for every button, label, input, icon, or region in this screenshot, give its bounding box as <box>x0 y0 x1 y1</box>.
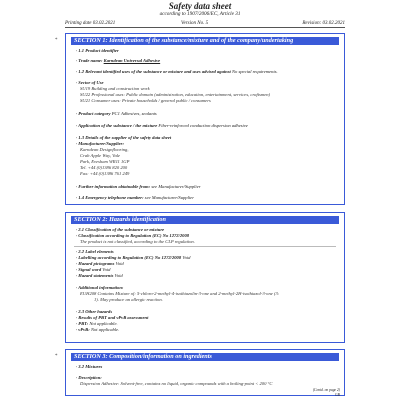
header-meta-row <box>65 20 345 27</box>
s3-description: · Description: <box>76 375 102 380</box>
section-3-heading: SECTION 3: Composition/information on ingredients <box>71 353 339 361</box>
section-1-heading: SECTION 1: Identification of the substance/mixture and of the company/undertaking <box>71 37 339 45</box>
s2-additional-information: · Additional information: <box>76 285 124 290</box>
s3-mixtures: · 3.2 Mixtures <box>76 364 103 369</box>
s1-address-line-2: Park, Evesham WR11 1GP <box>80 159 130 164</box>
section-marker: * <box>55 354 58 359</box>
s1-company-name: Karndean Designflooring, <box>80 147 129 152</box>
country-code: GB <box>335 393 340 397</box>
document-title: Safety data sheet <box>168 1 232 11</box>
s2-euh208: EUH208 Contains Mixture of: 5-chloro-2-methyl-4-isothiazolin-3-one and 2-methyl-2H-isothiazol-3-one (3: <box>80 291 280 296</box>
s1-su22: SU22 Professional uses: Public domain (administration, education, entertainment, services, craftsmen) <box>80 92 271 97</box>
revision-date: Revision: 03.02.2021 <box>302 21 345 26</box>
s1-telephone: Tel. +44 (0)1386 820 200 <box>80 165 128 170</box>
continued-note: (Contd. on page 2) <box>312 388 340 392</box>
s2-hazard-statements: · Hazard statements Void <box>76 273 123 278</box>
s2-hazard-pictograms: · Hazard pictograms Void <box>76 261 124 266</box>
s2-classification-regulation: · Classification according to Regulation (EC) No 1272/2008 <box>76 233 190 238</box>
s1-further-information: · Further information obtainable from: see Manufacturer/Supplier <box>76 184 201 189</box>
s2-other-hazards: · 2.3 Other hazards <box>76 309 113 314</box>
s1-address-line-1: Crab Apple Way, Vale <box>80 153 121 158</box>
s1-application: · Application of the substance / the mixture Fiber-reinforced conduction dispersion adhesive <box>76 123 248 128</box>
printing-date: Printing date 03.02.2021 <box>65 21 116 26</box>
s2-pbt: · PBT: Not applicable. <box>76 321 118 326</box>
s2-label-elements: · 2.2 Label elements <box>76 249 114 254</box>
s1-emergency-telephone: · 1.4 Emergency telephone number: see Manufacturer/Supplier <box>76 195 194 200</box>
s1-su21: SU21 Consumer uses: Private households / general public / consumers <box>80 98 211 103</box>
s1-manufacturer-label: · Manufacturer/Supplier: <box>76 141 124 146</box>
s1-identified-uses: · 1.2 Relevant identified uses of the substance or mixture and uses advised against No special requirements. <box>76 69 278 74</box>
s1-product-category: · Product category PC1 Adhesives, sealants <box>76 111 157 116</box>
s1-supplier-details: · 1.3 Details of the supplier of the safety data sheet <box>76 135 172 140</box>
s1-trade-name: · Trade name: Karndean Universal Adhesive <box>76 58 161 63</box>
s3-dispersion-adhesive: Dispersion Adhesive: Solvent-free, contains no liquid, organic compounds with a boiling-point < 200 °C <box>80 381 273 386</box>
s2-divider <box>74 246 336 247</box>
s2-signal-word: · Signal word Void <box>76 267 111 272</box>
s2-vpvb: · vPvB: Not applicable. <box>76 327 120 332</box>
s2-not-classified: The product is not classified, according to the CLP regulation. <box>80 239 195 244</box>
s1-product-identifier: · 1.1 Product identifier <box>76 48 119 53</box>
s2-pbt-vpvb-results: · Results of PBT and vPvB assessment <box>76 315 149 320</box>
s2-labelling: · Labelling according to Regulation (EC) No 1272/2008 Void <box>76 255 191 260</box>
section-2-heading: SECTION 2: Hazards identification <box>71 216 339 224</box>
s1-fax: Fax: +44 (0)1386 761 249 <box>80 171 130 176</box>
header-divider <box>65 27 345 28</box>
s2-classification: · 2.1 Classification of the substance or mixture <box>76 227 165 232</box>
s1-su19: SU19 Building and construction work <box>80 86 150 91</box>
version-number: Version No. 5 <box>181 21 209 26</box>
document-subtitle: according to 1907/2006/EC, Article 31 <box>159 11 241 17</box>
section-marker: * <box>55 38 58 43</box>
s2-allergic-reaction: 1). May produce an allergic reaction. <box>94 297 163 302</box>
s1-sector-of-use: · Sector of Use <box>76 80 104 85</box>
